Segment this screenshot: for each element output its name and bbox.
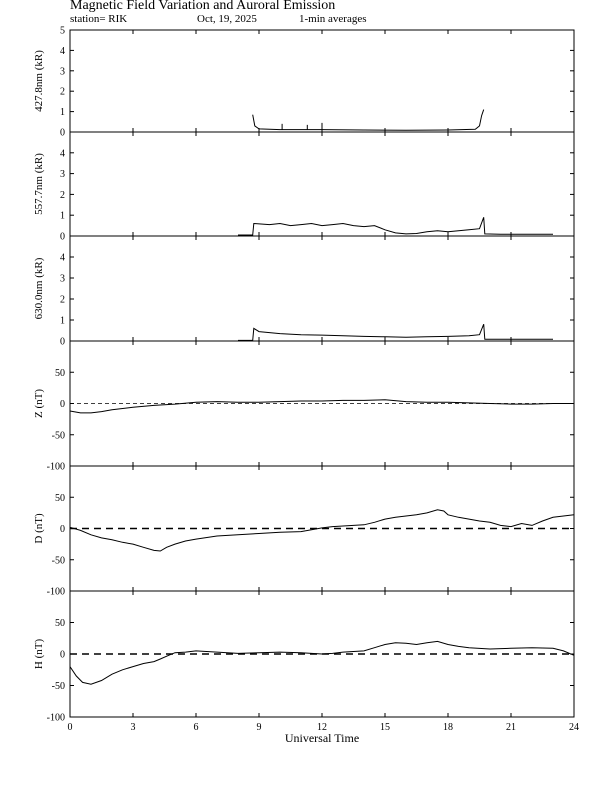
y-tick-label: 0	[60, 231, 65, 243]
x-tick-label: 3	[130, 722, 136, 733]
y-tick-label: 4	[60, 252, 65, 264]
x-tick-label: 6	[193, 722, 199, 733]
y-axis-label: D (nT)	[33, 513, 45, 544]
y-tick-label: 1	[60, 315, 65, 327]
series-line	[238, 217, 553, 235]
y-tick-label: -100	[46, 712, 65, 724]
y-tick-label: 4	[60, 148, 65, 160]
x-tick-label: 24	[569, 722, 579, 733]
y-tick-label: -50	[51, 430, 65, 442]
x-tick-label: 12	[317, 722, 327, 733]
x-axis-label: Universal Time	[284, 731, 360, 745]
y-axis-label: Z (nT)	[33, 388, 45, 419]
y-tick-label: 50	[55, 492, 65, 504]
y-tick-label: 50	[55, 367, 65, 379]
y-tick-label: -50	[51, 555, 65, 567]
averaging-label: 1-min averages	[299, 13, 367, 25]
date-label: Oct, 19, 2025	[197, 13, 257, 25]
series-line	[253, 110, 484, 131]
y-tick-label: 5	[60, 25, 65, 37]
panel-2	[33, 132, 574, 243]
y-tick-label: 2	[60, 189, 65, 201]
y-tick-label: 4	[60, 45, 65, 57]
y-tick-label: 2	[60, 86, 65, 98]
panel-6	[33, 591, 579, 745]
x-tick-label: 9	[256, 722, 262, 733]
y-tick-label: -100	[46, 461, 65, 473]
y-tick-label: 50	[55, 618, 65, 629]
panel-frame	[70, 30, 574, 132]
chart-title: Magnetic Field Variation and Auroral Emission	[70, 0, 336, 13]
y-tick-label: 3	[60, 273, 65, 285]
x-tick-label: 21	[506, 722, 516, 733]
panel-frame	[70, 132, 574, 236]
x-tick-label: 18	[443, 722, 453, 733]
station-label: station= RIK	[70, 13, 128, 25]
y-tick-label: -100	[46, 586, 65, 598]
series-line	[70, 400, 574, 413]
x-tick-label: 0	[67, 722, 73, 733]
y-tick-label: 1	[60, 107, 65, 119]
y-axis-label: 630.0nm (kR)	[33, 257, 45, 320]
y-tick-label: 0	[60, 336, 65, 348]
panel-3	[33, 236, 574, 348]
series-line	[70, 510, 574, 551]
y-tick-label: 3	[60, 169, 65, 181]
y-axis-label: 557.7nm (kR)	[33, 153, 45, 215]
y-tick-label: 1	[60, 210, 65, 222]
series-line	[238, 324, 553, 340]
panel-1	[33, 26, 574, 139]
y-axis-label: H (nT)	[33, 638, 45, 670]
y-tick-label: -50	[51, 681, 65, 692]
y-tick-label: 3	[60, 66, 65, 78]
y-tick-label: 2	[60, 294, 65, 306]
panel-4	[33, 341, 574, 473]
series-line	[70, 641, 574, 684]
panel-frame	[70, 236, 574, 341]
y-tick-label: 0	[60, 524, 65, 535]
y-tick-label: 0	[60, 399, 65, 410]
y-tick-label: 0	[60, 127, 65, 139]
x-tick-label: 15	[380, 722, 390, 733]
panel-5	[33, 466, 574, 598]
y-axis-label: 427.8nm (kR)	[33, 50, 45, 112]
y-tick-label: 0	[60, 649, 65, 661]
